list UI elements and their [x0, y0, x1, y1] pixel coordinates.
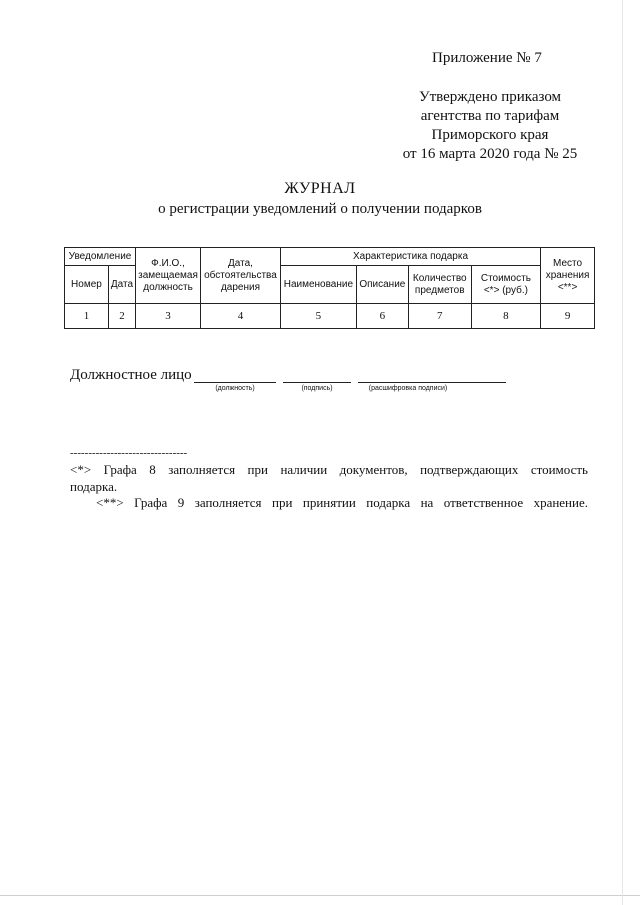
column-number: 4 [201, 304, 281, 329]
approval-line-2: агентства по тарифам [420, 108, 560, 124]
approval-line-4: от 16 марта 2020 года № 25 [402, 146, 578, 162]
column-number-row [65, 304, 595, 329]
header-name: Наименование [280, 266, 356, 304]
column-number: 8 [471, 304, 540, 329]
header-fio-line: замещаемая [138, 269, 198, 281]
footnote-separator: -------------------------------- [70, 447, 188, 459]
column-number: 2 [108, 304, 135, 329]
header-notification: Уведомление [65, 248, 136, 266]
approval-line-1: Утверждено приказом [418, 89, 562, 105]
header-storage [541, 248, 595, 304]
header-storage-line: Место [553, 257, 583, 269]
position-caption: (должность) [215, 385, 255, 392]
header-description: Описание [356, 266, 408, 304]
header-gift-date-line: Дата, [228, 257, 253, 269]
header-cost-line: <*> (руб.) [483, 284, 528, 296]
column-number: 3 [136, 304, 201, 329]
header-quantity-line: Количество [412, 272, 467, 284]
header-fio-line: должность [143, 281, 193, 293]
column-number: 6 [356, 304, 408, 329]
header-cost [471, 266, 540, 304]
column-number: 5 [280, 304, 356, 329]
footnote-1-line: <*> Графа 8 заполняется при наличии документов, подтверждающих стоимость [70, 462, 588, 477]
header-gift-date-line: дарения [220, 281, 260, 293]
document-subtitle: о регистрации уведомлений о получении подарков [158, 201, 482, 217]
approval-line-3: Приморского края [431, 127, 549, 143]
decoding-caption: (расшифровка подписи) [368, 385, 448, 392]
footnote-2: <**> Графа 9 заполняется при принятии подарка на ответственное хранение. [96, 495, 588, 510]
header-gift-date [201, 248, 281, 304]
header-storage-line: <**> [557, 281, 578, 293]
header-storage-line: хранения [545, 269, 590, 281]
column-number: 7 [408, 304, 471, 329]
scan-bottom-edge [0, 895, 640, 896]
document-title: ЖУРНАЛ [284, 180, 356, 197]
signature-line [283, 382, 351, 383]
journal-table [64, 247, 595, 329]
position-line [194, 382, 276, 383]
footnote-1 [70, 461, 588, 495]
decoding-line [358, 382, 506, 383]
official-label: Должностное лицо [70, 367, 192, 383]
header-quantity-line: предметов [414, 284, 465, 296]
footnote-1-line: подарка. [70, 479, 118, 494]
header-quantity [408, 266, 471, 304]
header-date: Дата [108, 266, 135, 304]
approval-block [380, 88, 600, 164]
appendix-number: Приложение № 7 [432, 50, 542, 66]
signature-caption: (подпись) [301, 385, 333, 392]
header-fio [136, 248, 201, 304]
header-gift-characteristics: Характеристика подарка [280, 248, 540, 266]
header-gift-date-line: обстоятельства [204, 269, 277, 281]
header-cost-line: Стоимость [480, 272, 531, 284]
header-fio-line: Ф.И.О., [151, 257, 185, 269]
column-number: 1 [65, 304, 109, 329]
scan-right-edge [622, 0, 623, 905]
column-number: 9 [541, 304, 595, 329]
header-number: Номер [65, 266, 109, 304]
